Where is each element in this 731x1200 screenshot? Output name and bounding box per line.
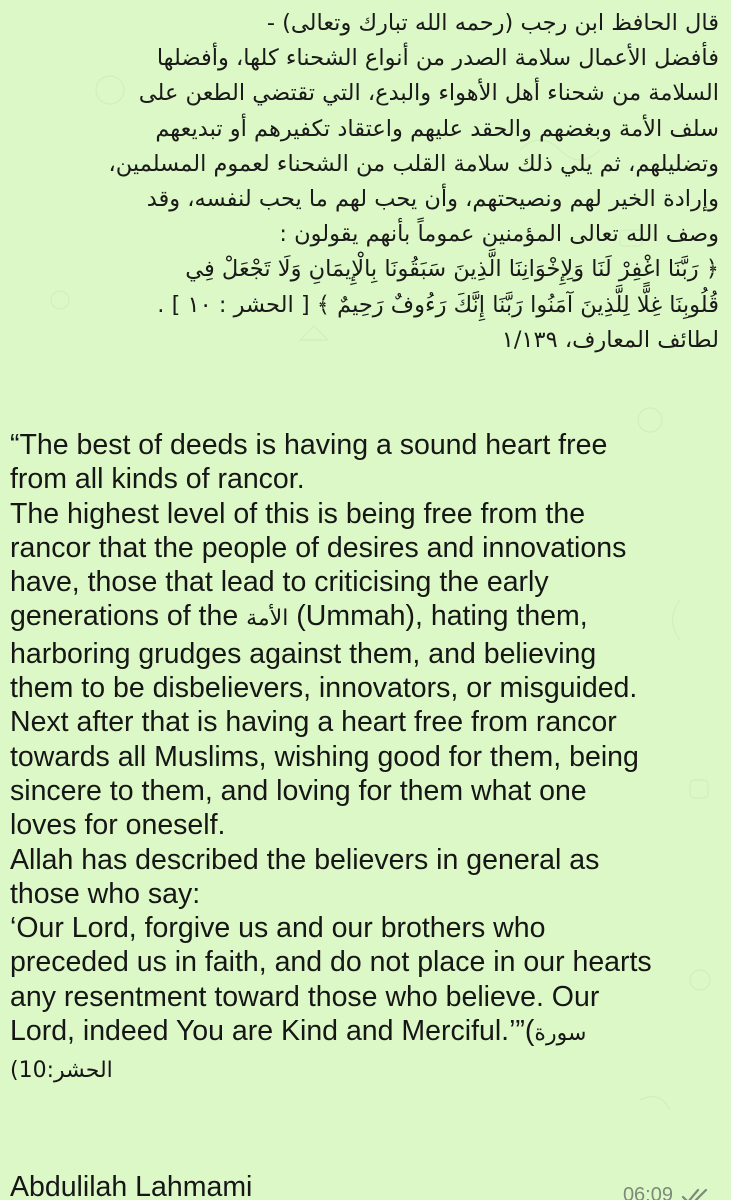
english-line: Allah has described the believers in general as (10, 843, 600, 876)
arabic-line: وإرادة الخير لهم ونصيحتهم، وأن يحب لهم ما يحب لنفسه، وقد (146, 186, 719, 213)
english-line: them to be disbelievers, innovators, or misguided. (10, 672, 638, 705)
message-time: 06:09 (622, 1184, 673, 1200)
english-line: Next after that is having a heart free from rancor (10, 706, 617, 739)
quran-verse-line: قُلُوبِنَا غِلًّا لِلَّذِينَ آمَنُوا رَبَّنَا إِنَّكَ رَءُوفٌ رَحِيمٌ ﴾ [ الحشر : ١٠ ] . (157, 291, 719, 318)
english-line: have, those that lead to criticising the early (10, 566, 549, 599)
quran-verse-line: ﴿ رَبَّنَا اغْفِرْ لَنَا وَلِإِخْوَانِنَا الَّذِينَ سَبَقُونَا بِالْإِيمَانِ وَلَا تَجْعَلْ فِي (185, 256, 719, 283)
arabic-source-citation: لطائف المعارف، ١/١٣٩ (501, 326, 719, 353)
english-fragment: (Ummah), hating them, (288, 600, 588, 633)
english-line: preceded us in faith, and do not place in our hearts (10, 946, 652, 979)
english-translation (10, 428, 722, 1089)
english-line: harboring grudges against them, and believing (10, 637, 597, 670)
double-check-icon (681, 1187, 711, 1200)
surah-reference (10, 1051, 120, 1088)
english-line (10, 599, 722, 636)
english-line: The highest level of this is being free from the (10, 497, 586, 530)
arabic-line: فأفضل الأعمال سلامة الصدر من أنواع الشحناء كلها، وأفضلها (156, 45, 719, 72)
arabic-line: سلف الأمة وبغضهم والحقد عليهم واعتقاد تكفيرهم أو تبديعهم (155, 115, 719, 142)
author-signature: Abdulilah Lahmami (10, 1171, 253, 1200)
arabic-line: السلامة من شحناء أهل الأهواء والبدع، التي تقتضي الطعن على (138, 80, 719, 107)
surah-reference-text: الحشر:10) (10, 1058, 113, 1084)
arabic-line: وتضليلهم، ثم يلي ذلك سلامة القلب من الشحناء لعموم المسلمين، (108, 150, 719, 177)
arabic-line: وصف الله تعالى المؤمنين عموماً بأنهم يقولون : (279, 221, 719, 248)
english-line: “The best of deeds is having a sound heart free (10, 429, 608, 461)
english-fragment: generations of the (10, 600, 247, 633)
english-line: towards all Muslims, wishing good for them, being (10, 740, 639, 773)
english-line: ‘Our Lord, forgive us and our brothers who (10, 912, 546, 945)
english-line: loves for oneself. (10, 809, 226, 842)
arabic-inline-word: سورة (534, 1021, 587, 1047)
english-line: sincere to them, and loving for them what one (10, 774, 587, 807)
english-line: any resentment toward those who believe. Our (10, 980, 600, 1013)
english-line: from all kinds of rancor. (10, 463, 305, 496)
english-fragment: Lord, indeed You are Kind and Merciful.’”( (10, 1015, 535, 1048)
arabic-line: قال الحافظ ابن رجب (رحمه الله تبارك وتعالى) - (266, 10, 719, 36)
arabic-inline-word: الأمة (246, 606, 289, 632)
arabic-quote (14, 6, 719, 358)
english-line (10, 1014, 722, 1051)
english-line: rancor that the people of desires and innovations (10, 531, 627, 564)
english-line: those who say: (10, 877, 201, 910)
message-meta (623, 1184, 711, 1200)
